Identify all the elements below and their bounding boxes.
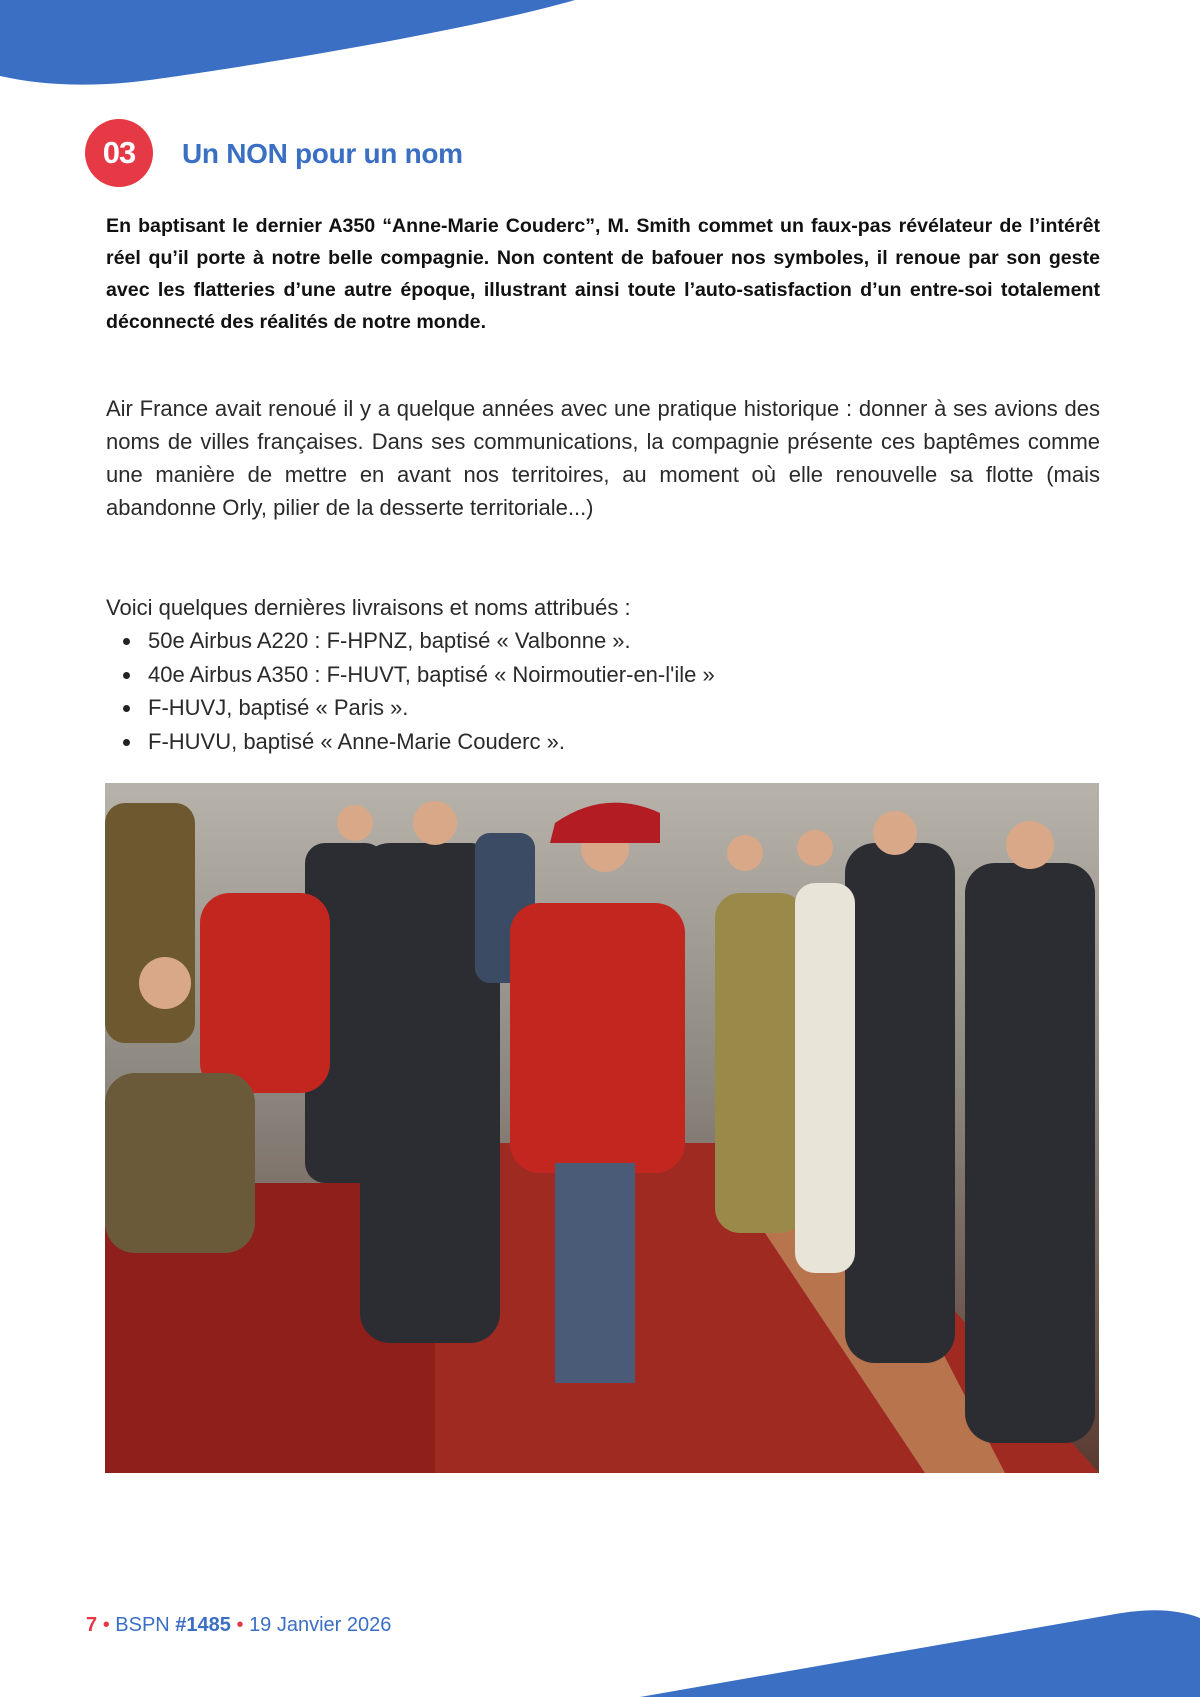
deliveries-list xyxy=(106,624,715,759)
bullet-icon xyxy=(123,672,130,679)
bullet-icon xyxy=(123,638,130,645)
issue-number: #1485 xyxy=(175,1614,231,1636)
page-footer xyxy=(86,1614,391,1637)
header-wave-decoration xyxy=(0,0,600,90)
deliveries-intro: Voici quelques dernières livraisons et noms attribués : xyxy=(106,595,631,620)
issue-date: 19 Janvier 2026 xyxy=(249,1614,392,1636)
page-number: 7 xyxy=(86,1614,98,1636)
publication-name: BSPN xyxy=(115,1614,170,1636)
list-item xyxy=(106,725,715,759)
bullet-icon xyxy=(123,705,130,712)
bullet-icon xyxy=(123,739,130,746)
body-paragraph: Air France avait renoué il y a quelque années avec une pratique historique : donner à ses avions des noms de villes françaises. Dans ses communications, la compagnie présente ces baptêmes comme une manière de mettre en avant nos territoires, au moment où elle renouvelle sa flotte (mais abandonne Orly, pilier de la desserte territoriale...) xyxy=(106,396,1100,520)
list-item xyxy=(106,658,715,692)
list-item xyxy=(106,691,715,725)
list-item-text: F-HUVU, baptisé « Anne-Marie Couderc ». xyxy=(148,729,565,755)
separator: • xyxy=(236,1614,244,1636)
separator: • xyxy=(102,1614,110,1636)
list-item xyxy=(106,624,715,658)
section-number-badge: 03 xyxy=(85,119,153,187)
list-item-text: 50e Airbus A220 : F-HPNZ, baptisé « Valbonne ». xyxy=(148,628,631,653)
article-title: Un NON pour un nom xyxy=(182,138,463,169)
illustration-ceremony-image xyxy=(105,783,1099,1473)
lead-paragraph: En baptisant le dernier A350 “Anne-Marie Couderc”, M. Smith commet un faux-pas révélateur de l’intérêt réel qu’il porte à notre belle compagnie. Non content de bafouer nos symboles, il renoue par son geste avec les flatteries d’une autre époque, illustrant ainsi toute l’auto-satisfaction d’un entre-soi totalement déconnecté des réalités de notre monde. xyxy=(106,215,1100,333)
list-item-text: F-HUVJ, baptisé « Paris ». xyxy=(148,695,409,721)
list-item-text: 40e Airbus A350 : F-HUVT, baptisé « Noirmoutier-en-l'ile » xyxy=(148,661,715,687)
